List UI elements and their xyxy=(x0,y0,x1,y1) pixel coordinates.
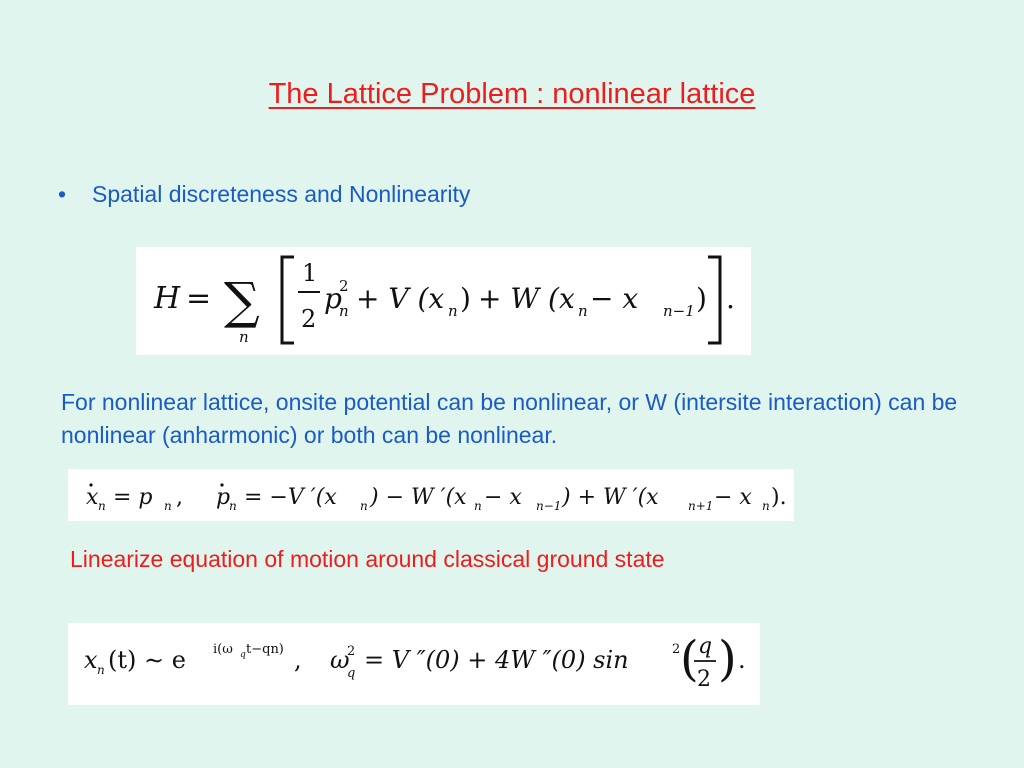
eq3-omega-sup: 2 xyxy=(347,644,356,659)
eq1-period: . xyxy=(726,282,735,315)
dispersion-formula xyxy=(68,623,760,705)
eq1-p-sub: n xyxy=(339,302,349,320)
bullet-marker: • xyxy=(58,181,67,207)
eq2-x-sub: n xyxy=(98,499,106,513)
eq2-sub2: n xyxy=(474,499,482,513)
eq3-period: . xyxy=(738,646,746,674)
right-bracket xyxy=(708,257,720,343)
eq2-sub4: n+1 xyxy=(688,499,714,513)
eq3-omega: ω xyxy=(330,646,350,674)
hamiltonian-equation xyxy=(136,247,751,355)
eq1-sum-index: n xyxy=(239,328,249,346)
eq3-rparen: ) xyxy=(718,631,737,687)
linearize-text: Linearize equation of motion around classical ground state xyxy=(70,546,665,572)
eq3-exp-end: t−qn) xyxy=(246,642,284,657)
eq1-p: p xyxy=(324,282,342,315)
eq2-aeq: = p xyxy=(113,485,153,510)
eq2-rhs6: ). xyxy=(771,485,787,510)
eq2-rhs1: = −V ′(x xyxy=(244,485,337,510)
eq3-sin-sup: 2 xyxy=(672,642,681,657)
eq2-rhs4: ) + W ′(x xyxy=(562,485,659,510)
eq3-rhs: = V ″(0) + 4W ″(0) sin xyxy=(364,646,629,674)
eq2-comma: , xyxy=(176,485,183,510)
dispersion-equation xyxy=(68,623,760,705)
eq2-x: x xyxy=(86,485,99,510)
eq1-frac-den: 2 xyxy=(301,305,317,333)
eq2-aeq-sub: n xyxy=(164,499,172,513)
eq2-rhs5: − x xyxy=(714,485,752,510)
eq3-x: x xyxy=(84,646,98,674)
nonlinear-description: For nonlinear lattice, onsite potential can be nonlinear, or W (intersite interaction) can be nonlinear (anharmonic) or both can be nonlinear. xyxy=(61,389,958,448)
eq2-sub1: n xyxy=(360,499,368,513)
eq3-comma: , xyxy=(294,646,302,674)
eq3-frac-den: 2 xyxy=(697,667,711,692)
eq1-p-sup: 2 xyxy=(339,277,349,295)
eq1-term3-sub: n xyxy=(578,302,588,320)
eq1-equals: = xyxy=(186,281,212,316)
eq3-arg: (t) ∼ e xyxy=(108,646,186,674)
bullet-text: Spatial discreteness and Nonlinearity xyxy=(92,181,471,207)
eq2-rhs3: − x xyxy=(484,485,522,510)
eq2-sub3: n−1 xyxy=(536,499,562,513)
eq2-rhs2: ) − W ′(x xyxy=(370,485,467,510)
motion-formula xyxy=(68,469,794,521)
eq1-term2: + V (x xyxy=(356,282,445,315)
motion-equations xyxy=(68,469,794,521)
eq1-term2-sub: n xyxy=(448,302,458,320)
eq1-frac-num: 1 xyxy=(302,259,318,287)
eq3-omega-sub: q xyxy=(347,666,356,681)
eq1-term3-end: ) xyxy=(696,282,707,315)
eq1-lhs: H xyxy=(154,281,181,316)
eq3-exp-sub: q xyxy=(240,650,246,660)
eq2-p: p xyxy=(216,485,231,510)
eq1-term3: + W (x xyxy=(478,282,575,315)
eq3-frac-num: q xyxy=(698,634,713,659)
eq1-term2-end: ) xyxy=(460,282,471,315)
eq1-sum: ∑ xyxy=(224,272,260,330)
hamiltonian-formula xyxy=(136,247,751,355)
eq1-term3-sub2: n−1 xyxy=(663,302,695,320)
eq3-lparen: ( xyxy=(680,631,699,687)
slide-title: The Lattice Problem : nonlinear lattice xyxy=(268,78,756,110)
left-bracket xyxy=(282,257,294,343)
eq1-term3-mid: − x xyxy=(590,282,639,315)
eq2-sub5: n xyxy=(762,499,770,513)
eq2-p-sub: n xyxy=(229,499,237,513)
bullet-item xyxy=(58,181,470,208)
eq3-exp: i(ω xyxy=(213,642,233,657)
eq3-x-sub: n xyxy=(97,663,105,677)
